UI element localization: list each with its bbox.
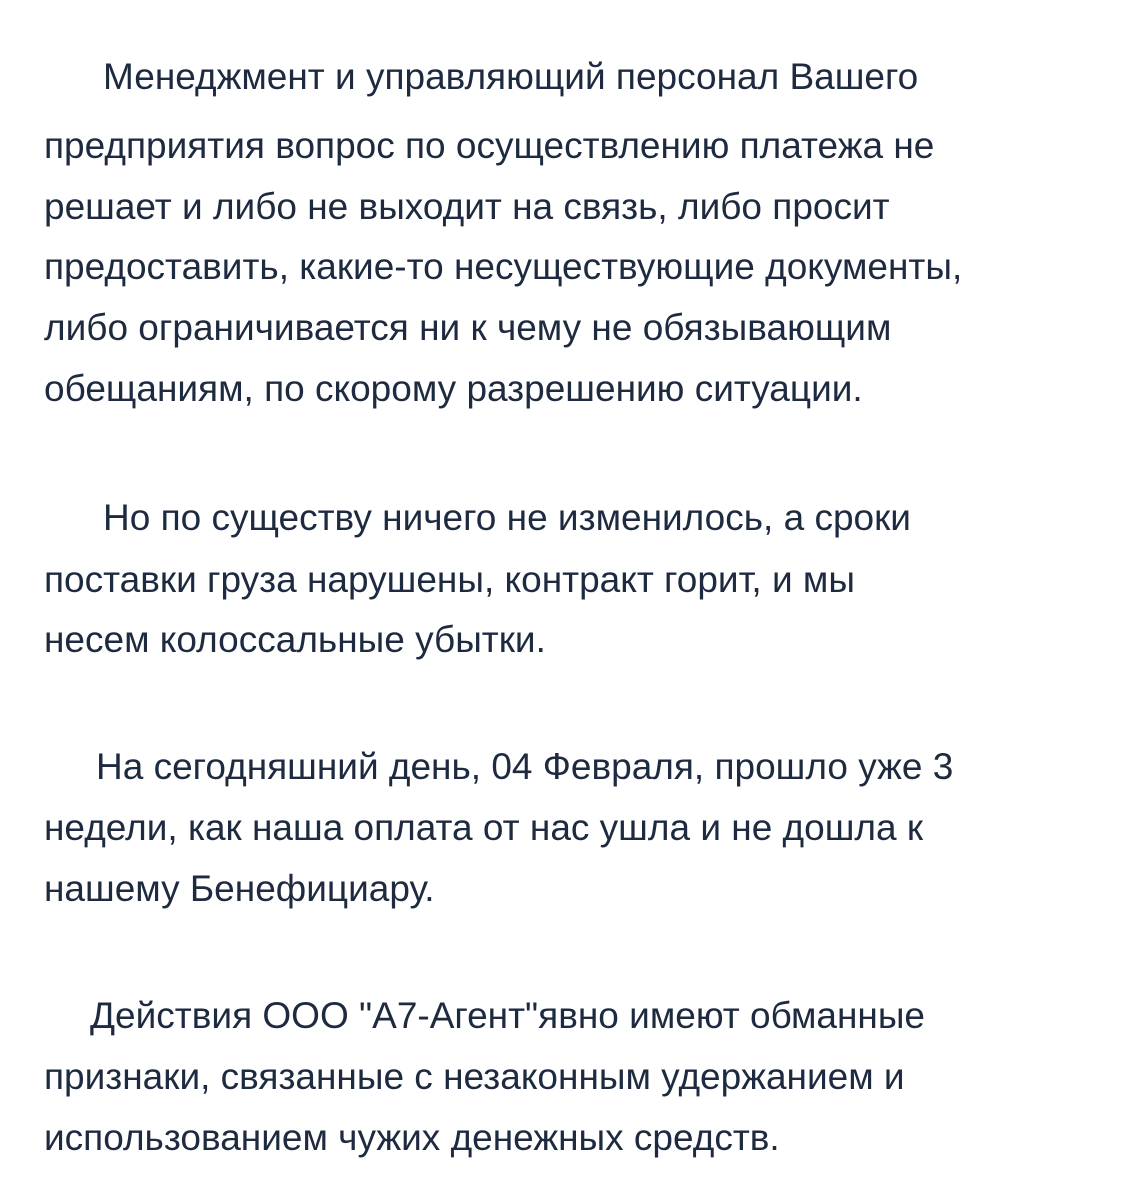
paragraph-1-line-4: предоставить, какие-то несуществующие документы, [44, 246, 963, 287]
paragraph-2-line-1: Но по существу ничего не изменилось, а сроки [103, 497, 911, 538]
paragraph-3-line-2: недели, как наша оплата от нас ушла и не дошла к [44, 807, 924, 848]
paragraph-4-line-2: признаки, связанные с незаконным удержанием и [44, 1056, 905, 1097]
paragraph-1-line-1: Менеджмент и управляющий персонал Вашего [103, 56, 919, 97]
paragraph-3-line-3: нашему Бенефициару. [44, 868, 435, 909]
paragraph-1-line-2: предприятия вопрос по осуществлению платежа не [44, 125, 935, 166]
paragraph-2-line-2: поставки груза нарушены, контракт горит, и мы [44, 559, 855, 600]
paragraph-1-line-6: обещаниям, по скорому разрешению ситуации. [44, 368, 863, 409]
paragraph-4-line-1: Действия ООО "А7-Агент"явно имеют обманные [90, 995, 926, 1036]
paragraph-2-line-3: несем колоссальные убытки. [44, 619, 546, 660]
paragraph-1-line-5: либо ограничивается ни к чему не обязывающим [44, 307, 892, 348]
paragraph-1-line-3: решает и либо не выходит на связь, либо просит [44, 186, 890, 227]
paragraph-3-line-1: На сегодняшний день, 04 Февраля, прошло уже 3 [96, 746, 954, 787]
paragraph-4-line-3: использованием чужих денежных средств. [44, 1117, 780, 1158]
